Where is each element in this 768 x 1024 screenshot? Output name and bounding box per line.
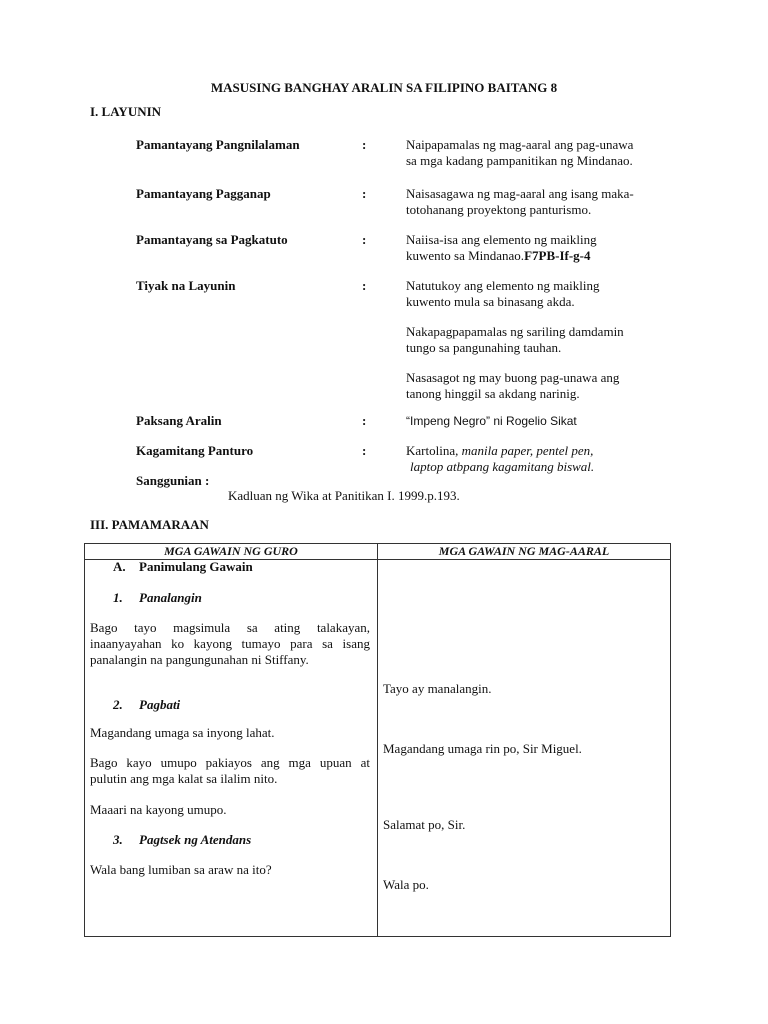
section-a-heading: A. Panimulang Gawain [113, 559, 253, 574]
teacher-text: Bago kayo umupo pakiayos ang mga upuan at pulutin ang mga kalat sa ilalim nito. [90, 755, 370, 786]
section-layunin-heading: I. LAYUNIN [90, 104, 162, 119]
reference-label: Sanggunian : [136, 473, 210, 488]
objective-colon: : [362, 278, 367, 293]
activity-item: 1. Panalangin [113, 590, 202, 605]
teacher-text: Magandang umaga sa inyong lahat. [90, 725, 275, 740]
objective-label: Tiyak na Layunin [136, 278, 236, 293]
objective-colon: : [362, 413, 367, 428]
student-response: Magandang umaga rin po, Sir Miguel. [383, 741, 582, 756]
column-divider [377, 544, 378, 936]
objective-label: Pamantayang Pangnilalaman [136, 137, 300, 152]
page-title: MASUSING BANGHAY ARALIN SA FILIPINO BAITANG 8 [210, 80, 558, 95]
competency-code: F7PB-If-g-4 [524, 248, 591, 263]
teacher-text: Wala bang lumiban sa araw na ito? [90, 862, 272, 877]
activity-item: 3. Pagtsek ng Atendans [113, 832, 252, 847]
teacher-text: Maaari na kayong umupo. [90, 802, 227, 817]
teacher-text: Bago tayo magsimula sa ating talakayan, inaanyayahan ko kayong tumayo para sa isang panalangin na pangungunahan ni Stiffany. [90, 620, 370, 667]
objective-value: Kartolina, manila paper, pentel pen, laptop atbpang kagamitang biswal. [406, 443, 595, 474]
objective-label: Kagamitang Panturo [136, 443, 254, 458]
objective-value: Naiisa-isa ang elemento ng maikling kuwento sa Mindanao.F7PB-If-g-4 [406, 232, 597, 263]
student-response: Wala po. [383, 877, 429, 892]
objective-colon: : [362, 186, 367, 201]
objective-label: Paksang Aralin [136, 413, 222, 428]
student-response: Salamat po, Sir. [383, 817, 466, 832]
student-column-header: MGA GAWAIN NG MAG-AARAL [438, 544, 610, 558]
objective-value: Natutukoy ang elemento ng maikling kuwento mula sa binasang akda. Nakapagpapamalas ng sariling damdamin tungo sa pangunahing tauhan. Nasasagot ng may buong pag-unawa ang tanong hinggil sa akdang narinig. [406, 278, 624, 401]
objective-colon: : [362, 443, 367, 458]
objective-value: “Impeng Negro” ni Rogelio Sikat [406, 414, 577, 428]
student-response: Tayo ay manalangin. [383, 681, 492, 696]
activity-item: 2. Pagbati [113, 697, 181, 712]
objective-colon: : [362, 232, 367, 247]
section-pamamaraan-heading: III. PAMAMARAAN [90, 517, 209, 532]
objective-colon: : [362, 137, 367, 152]
objective-label: Pamantayang Pagganap [136, 186, 271, 201]
teacher-column-header: MGA GAWAIN NG GURO [164, 544, 298, 558]
objective-label: Pamantayang sa Pagkatuto [136, 232, 288, 247]
objective-value: Naisasagawa ng mag-aaral ang isang maka- totohanang proyektong panturismo. [406, 186, 634, 217]
objective-value: Naipapamalas ng mag-aaral ang pag-unawa sa mga kadang pampanitikan ng Mindanao. [406, 137, 634, 168]
reference-value: Kadluan ng Wika at Panitikan I. 1999.p.193. [228, 488, 460, 503]
